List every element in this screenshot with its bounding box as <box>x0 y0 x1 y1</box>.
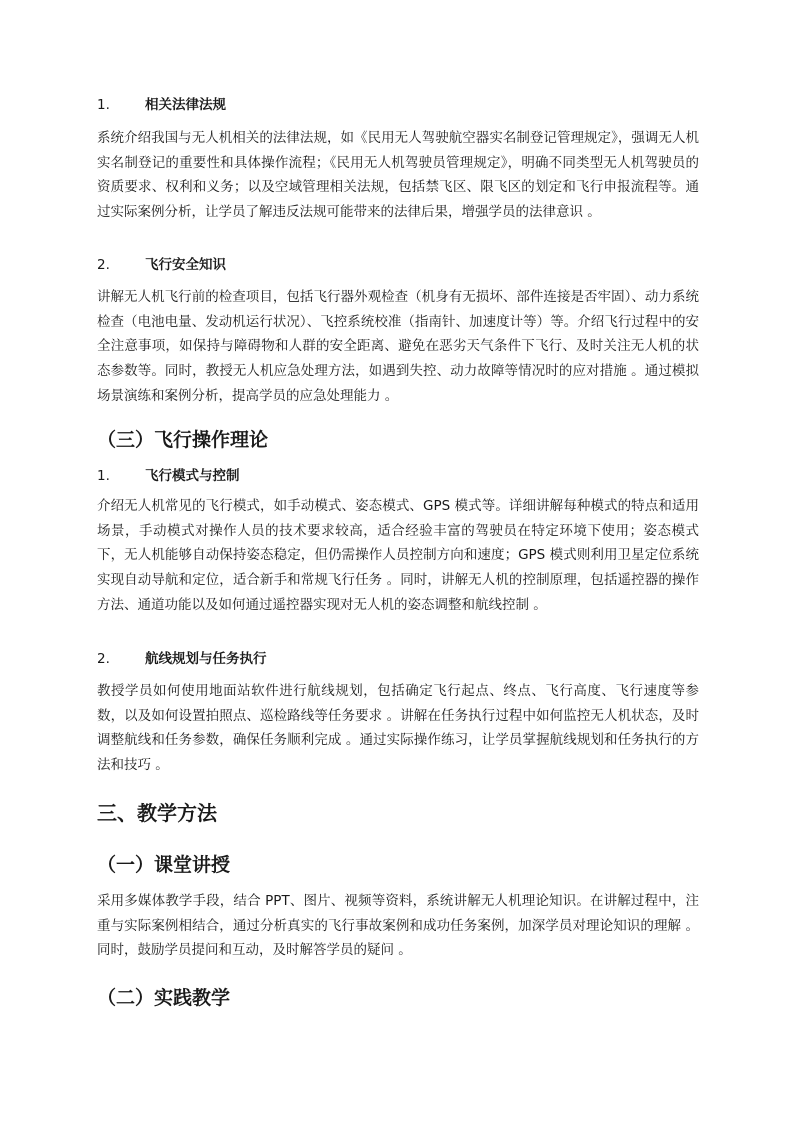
subheading-title: 飞行模式与控制 <box>145 468 240 484</box>
heading-teaching-methods: 三、教学方法 <box>97 801 217 825</box>
subheading-number: 1. <box>97 468 110 484</box>
paragraph-classroom: 采用多媒体教学手段，结合 PPT、图片、视频等资料，系统讲解无人机理论知识。在讲解过程中，注重与实际案例相结合，通过分析真实的飞行事故案例和成功任务案例，加深学员对理论知识的理解 。同时，鼓励学员提问和互动，及时解答学员的疑问 。 <box>97 893 699 959</box>
heading-practice: （二）实践教学 <box>97 987 231 1009</box>
heading-flight-theory: （三）飞行操作理论 <box>97 429 269 451</box>
subheading-route <box>97 649 267 669</box>
subheading-title: 飞行安全知识 <box>145 257 226 273</box>
paragraph-safety: 讲解无人机飞行前的检查项目，包括飞行器外观检查（机身有无损坏、部件连接是否牢固）、动力系统检查（电池电量、发动机运行状况）、飞控系统校准（指南针、加速度计等）等。介绍飞行过程中的安全注意事项，如保持与障碍物和人群的安全距离、避免在恶劣天气条件下飞行、及时关注无人机的状态参数等。同时，教授无人机应急处理方法，如遇到失控、动力故障等情况时的应对措施 。通过模拟场景演练和案例分析，提高学员的应急处理能力 。 <box>97 289 699 404</box>
paragraph-legal: 系统介绍我国与无人机相关的法律法规，如《民用无人驾驶航空器实名制登记管理规定》，强调无人机实名制登记的重要性和具体操作流程；《民用无人机驾驶员管理规定》，明确不同类型无人机驾驶员的资质要求、权利和义务；以及空域管理相关法规，包括禁飞区、限飞区的划定和飞行申报流程等。通过实际案例分析，让学员了解违反法规可能带来的法律后果，增强学员的法律意识 。 <box>97 130 699 221</box>
subheading-legal <box>97 95 226 115</box>
subheading-safety <box>97 255 226 275</box>
subheading-modes <box>97 466 240 486</box>
subheading-number: 1. <box>97 97 110 113</box>
subheading-title: 航线规划与任务执行 <box>145 651 267 667</box>
subheading-number: 2. <box>97 651 110 667</box>
subheading-title: 相关法律法规 <box>145 97 226 113</box>
subheading-number: 2. <box>97 257 110 273</box>
heading-classroom: （一）课堂讲授 <box>97 854 231 876</box>
paragraph-modes: 介绍无人机常见的飞行模式，如手动模式、姿态模式、GPS 模式等。详细讲解每种模式的特点和适用场景，手动模式对操作人员的技术要求较高，适合经验丰富的驾驶员在特定环境下使用；姿态模式下，无人机能够自动保持姿态稳定，但仍需操作人员控制方向和速度；GPS 模式则利用卫星定位系统实现自动导航和定位，适合新手和常规飞行任务 。同时，讲解无人机的控制原理，包括遥控器的操作方法、通道功能以及如何通过遥控器实现对无人机的姿态调整和航线控制 。 <box>97 498 699 613</box>
paragraph-route: 教授学员如何使用地面站软件进行航线规划，包括确定飞行起点、终点、飞行高度、飞行速度等参数，以及如何设置拍照点、巡检路线等任务要求 。讲解在任务执行过程中如何监控无人机状态，及时调整航线和任务参数，确保任务顺利完成 。通过实际操作练习，让学员掌握航线规划和任务执行的方法和技巧 。 <box>97 683 699 774</box>
